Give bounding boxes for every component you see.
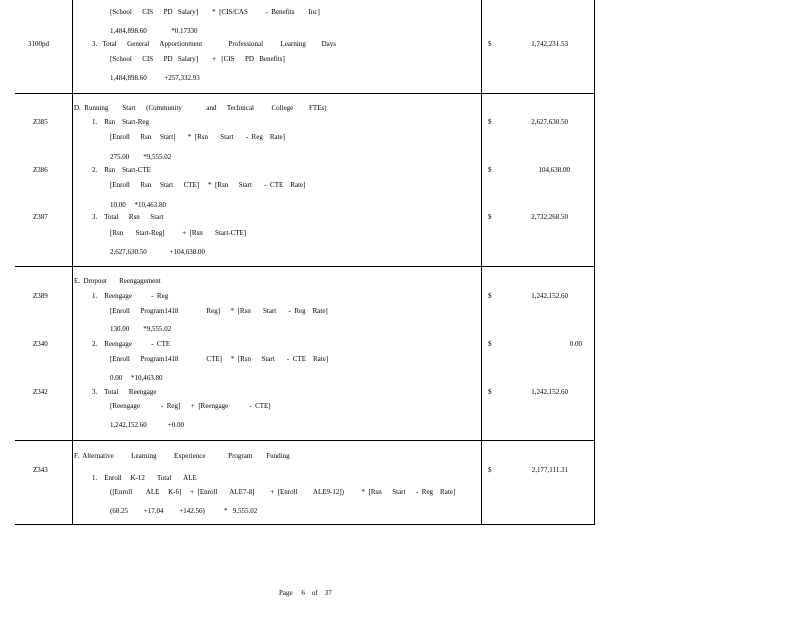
calc-line: 10.00 *10,463.80 [110, 201, 166, 209]
row-rule [15, 524, 595, 525]
amount: 0.00 [569, 340, 582, 348]
amount: 2,732,268.50 [531, 213, 568, 221]
row-rule [15, 266, 595, 267]
currency-symbol: $ [488, 118, 492, 126]
formula-line: [Enroll Program1418 Reg] * [Rsn Start - Reg Rate] [110, 307, 328, 315]
row-rule [15, 93, 595, 94]
formula-line: [School CIS PD Salary] * [CIS/CAS - Benefits Inc] [110, 8, 320, 16]
calc-line: 1,484,898.60 +257,332.93 [110, 74, 200, 82]
amount: 1,242,152.60 [531, 292, 568, 300]
row-code: Z387 [33, 213, 48, 221]
page-number: Page 6 of 37 [279, 589, 332, 597]
currency-symbol: $ [488, 340, 492, 348]
row-code: 3100pd [28, 40, 49, 48]
table-right-border [594, 0, 595, 525]
calc-line: 1,242,152.60 +0.00 [110, 421, 184, 429]
formula-line: [Reengage - Reg] + [Reengage - CTE] [110, 402, 271, 410]
section-title: D. Running Start (Community and Technical College FTEs) [74, 104, 327, 112]
formula-line: [School CIS PD Salary] + [CIS PD Benefits] [110, 55, 285, 63]
item-label: 1. Reengage - Reg [92, 292, 169, 300]
table-left-border [72, 0, 73, 525]
row-code: Z340 [33, 340, 48, 348]
currency-symbol: $ [488, 388, 492, 396]
calc-line: 275.00 *9,555.02 [110, 153, 172, 161]
currency-symbol: $ [488, 292, 492, 300]
calc-line: 130.00 *9,555.02 [110, 325, 172, 333]
formula-line: [Enroll Rsn Start CTE] * [Rsn Start - CTE Rate] [110, 181, 306, 189]
row-code: Z389 [33, 292, 48, 300]
formula-line: [Enroll Program1418 CTE] * [Rsn Start - CTE Rate] [110, 355, 329, 363]
item-label: 3. Total General Apportionment Professional Learning Days [92, 40, 336, 48]
formula-line: ([Enroll ALE K-6] + [Enroll ALE7-8] + [Enroll ALE9-12]) * [Rsn Start - Reg Rate] [110, 488, 456, 496]
item-label: 3. Total Rsn Start [92, 213, 164, 221]
calc-line: 2,627,630.50 +104,638.00 [110, 248, 205, 256]
amount: 2,177,111.31 [531, 466, 568, 474]
calc-line: (68.25 +17.04 +142.56) * 9,555.02 [110, 507, 258, 515]
amount: 2,627,630.50 [531, 118, 568, 126]
section-title: E. Dropout Reengagement [74, 277, 161, 285]
table-divider-amount [481, 0, 482, 525]
amount: 1,242,152.60 [531, 388, 568, 396]
item-label: 3. Total Reengage [92, 388, 157, 396]
formula-line: [Rsn Start-Reg] + [Rsn Start-CTE] [110, 229, 247, 237]
amount: 1,742,231.53 [531, 40, 568, 48]
row-code: Z386 [33, 166, 48, 174]
calc-line: 0.00 *10,463.80 [110, 374, 163, 382]
row-rule [15, 440, 595, 441]
currency-symbol: $ [488, 166, 492, 174]
formula-line: [Enroll Rsn Start] * [Rsn Start - Reg Rate] [110, 133, 285, 141]
item-label: 1. Enroll K-12 Total ALE [92, 474, 197, 482]
row-code: Z385 [33, 118, 48, 126]
currency-symbol: $ [488, 40, 492, 48]
calc-line: 1,484,898.60 *0.17330 [110, 27, 198, 35]
row-code: Z343 [33, 466, 48, 474]
amount: 104,638.00 [538, 166, 570, 174]
row-code: Z342 [33, 388, 48, 396]
item-label: 2. Reengage - CTE [92, 340, 171, 348]
currency-symbol: $ [488, 466, 492, 474]
item-label: 2. Rsn Start-CTE [92, 166, 151, 174]
currency-symbol: $ [488, 213, 492, 221]
section-title: F. Alternative Learning Experience Program Funding [74, 452, 290, 460]
item-label: 1. Rsn Start-Reg [92, 118, 149, 126]
